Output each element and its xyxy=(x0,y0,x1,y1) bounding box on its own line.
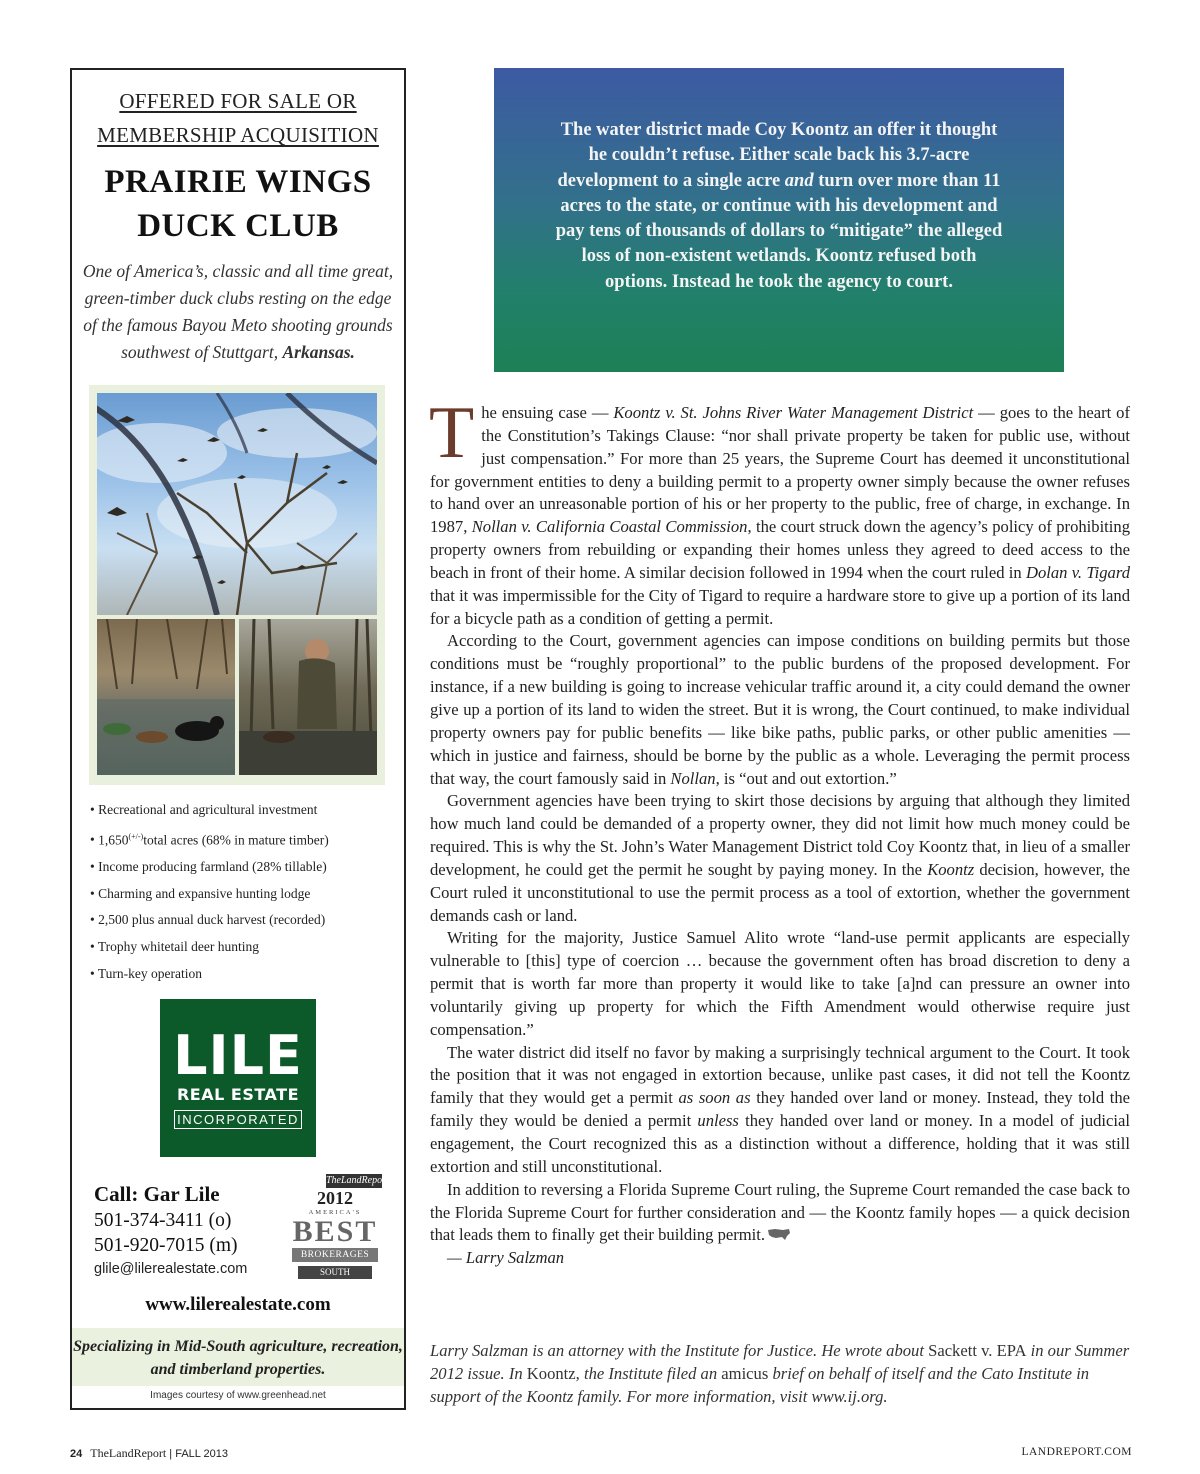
list-item: • Income producing farmland (28% tillable) xyxy=(90,854,400,881)
website-link[interactable]: www.lilerealestate.com xyxy=(145,1294,331,1315)
list-item: • Charming and expansive hunting lodge xyxy=(90,881,400,908)
logo-name: LILE xyxy=(173,1024,303,1087)
phone-mobile: 501-920-7015 (m) xyxy=(94,1235,238,1256)
hunter-photo xyxy=(239,619,377,775)
pull-emphasis: and xyxy=(784,170,814,191)
page-number: 24 xyxy=(70,1448,83,1460)
logo-line-2: REAL ESTATE xyxy=(176,1085,299,1104)
paragraph: Writing for the majority, Justice Samuel Alito wrote “land-use permit applicants are especially vulnerable to [this] type of coercion … because the government often has broad discretion to deny a permit that is worth far more than property it would like to take [a]nd can pressure an owner into voluntarily giving up property for which the Fifth Amendment would otherwise require just compensation.” xyxy=(430,928,1130,1039)
article-body xyxy=(429,392,1131,1270)
paragraph: Government agencies have been trying to skirt those decisions by arguing that although they limited how much land could be demanded of a property owner, they did not limit how much money could be required. This is why the St. John’s Water Management District told Coy Koontz that, in lieu of a smaller development, he could get the permit he sought by paying money. In the Koontz decision, however, the Court ruled it unconstitutional to use the permit process as a tool of extortion, whether the government demands cash or land. xyxy=(430,791,1130,925)
badge-brand: TheLandReport xyxy=(326,1175,389,1186)
contact-name: Call: Gar Lile xyxy=(94,1182,220,1206)
author-signature: — Larry Salzman xyxy=(447,1248,565,1268)
offer-line-1: OFFERED FOR SALE OR xyxy=(119,89,357,113)
club-title-1: PRAIRIE WINGS xyxy=(104,164,372,200)
paragraph: The ensuing case — Koontz v. St. Johns River Water Management District — goes to the heart of the Constitution’s Takings Clause: “nor shall private property be taken for public use, without just compensation.” For more than 25 years, the Supreme Court has deemed it unconstitutional for government entities to deny a building permit to a property owner simply because the owner refuses to hand over an unreasonable portion of his or her property to the public, free of charge, in exchange. In 1987, Nollan v. California Coastal Commission, the court struck down the agency’s policy of prohibiting property owners from rebuilding or expanding their homes unless they agreed to deed access to the beach in front of their home. A similar decision followed in 1994 when the court ruled in Dolan v. Tigard that it was impermissible for the City of Tigard to require a hardware store to give up a portion of its land for a bicycle path as a condition of getting a permit. xyxy=(429,392,1130,628)
desc-state: Arkansas. xyxy=(282,342,355,362)
photo-collage xyxy=(89,385,385,785)
advertisement xyxy=(70,68,406,1410)
badge-region: SOUTH xyxy=(298,1266,372,1279)
badge-best: BEST xyxy=(292,1215,378,1248)
lile-logo xyxy=(160,999,316,1157)
list-item: • Recreational and agricultural investment xyxy=(90,797,400,824)
image-credit: Images courtesy of www.greenhead.net xyxy=(150,1390,326,1401)
author-bio: Larry Salzman is an attorney with the Institute for Justice. He wrote about Sackett v. EPA in our Summer 2012 issue. In Koontz, the Institute filed an amicus brief on behalf of itself and the Cato Institute in support of the Koontz family. For more information, visit www.ij.org. xyxy=(430,1341,1130,1406)
phone-office: 501-374-3411 (o) xyxy=(94,1210,232,1231)
paragraph: The water district did itself no favor by making a surprisingly technical argument to the Court. It took the position that it was not engaged in extortion because, unlike past cases, it did not tell the Koontz family that they would get a permit as soon as they handed over land or money. Instead, they told the family they would be denied a permit unless they handed over land or money. In a model of judicial engagement, the Court recognized this as a distinction without a difference, holding that it was still extortion and still unconstitutional. xyxy=(430,1042,1131,1176)
list-item: • Turn-key operation xyxy=(90,961,400,988)
ducks-flying-photo xyxy=(97,393,377,615)
acres-value: 1,650 xyxy=(98,832,129,848)
paragraph: In addition to reversing a Florida Supreme Court ruling, the Supreme Court remanded the case back to the Florida Supreme Court for further consideration and — the Koontz family hopes — a quick decision that leads them to finally get their building permit. xyxy=(430,1179,1130,1245)
offer-line-2: MEMBERSHIP ACQUISITION xyxy=(97,123,379,147)
badge-brokerages: BROKERAGES xyxy=(292,1248,378,1262)
best-brokerages-badge xyxy=(288,1174,389,1284)
list-item: • Trophy whitetail deer hunting xyxy=(90,934,400,961)
pull-text-2: turn over more than 11 acres to the state, or continue with his development and pay tens of thousands of dollars to “mitigate” the alleged loss of non-existent wetlands. Koontz refused both options. Instead he took the agency to court. xyxy=(555,170,1003,292)
acres-text: total acres (68% in mature timber) xyxy=(143,832,329,848)
email-address: glile@lilerealestate.com xyxy=(94,1261,248,1277)
list-item xyxy=(90,824,400,854)
club-title-2: DUCK CLUB xyxy=(137,208,339,244)
footer-site: LANDREPORT.COM xyxy=(1021,1446,1132,1458)
club-description xyxy=(82,258,394,366)
acres-sup: (+/-) xyxy=(128,831,144,841)
badge-year: 2012 xyxy=(317,1188,353,1208)
issue-label: | FALL 2013 xyxy=(169,1448,229,1460)
retriever-photo xyxy=(97,619,235,775)
tagline: Specializing in Mid-South agriculture, recreation, and timberland properties. xyxy=(72,1328,404,1386)
contact-info xyxy=(94,1180,294,1280)
folio xyxy=(70,1446,228,1461)
drop-cap: T xyxy=(429,392,475,474)
ad-header xyxy=(72,70,404,248)
pull-quote xyxy=(494,68,1064,372)
list-item: • 2,500 plus annual duck harvest (recorded) xyxy=(90,907,400,934)
magazine-name: TheLandReport xyxy=(90,1446,167,1460)
paragraph: According to the Court, government agencies can impose conditions on building permits but those conditions must be “roughly proportional” to the public burdens of the proposed development. For instance, if a new building is going to increase vehicular traffic around it, a city could demand the owner give up a portion of its land to widen the street. But it is wrong, the Court continued, to make individual property owners pay for public benefits — like bike paths, public parks, or other public amenities — which in justice and fairness, should be borne by the public as a whole. Leveraging the permit process that way, the court famously said in Nollan, is “out and out extortion.” xyxy=(430,631,1130,788)
logo-line-3: INCORPORATED xyxy=(174,1110,302,1129)
desc-text: One of America’s, classic and all time great, green-timber duck clubs resting on the edge of the famous Bayou Meto shooting grounds southwest of Stuttgart, xyxy=(82,261,394,362)
features-list xyxy=(90,797,400,987)
badge-line: AMERICA'S xyxy=(308,1209,362,1216)
pull-text-1: The water district made Coy Koontz an offer it thought he couldn’t refuse. Either scale back his 3.7-acre development to a single acre xyxy=(557,120,998,191)
usa-map-icon xyxy=(767,1228,791,1241)
